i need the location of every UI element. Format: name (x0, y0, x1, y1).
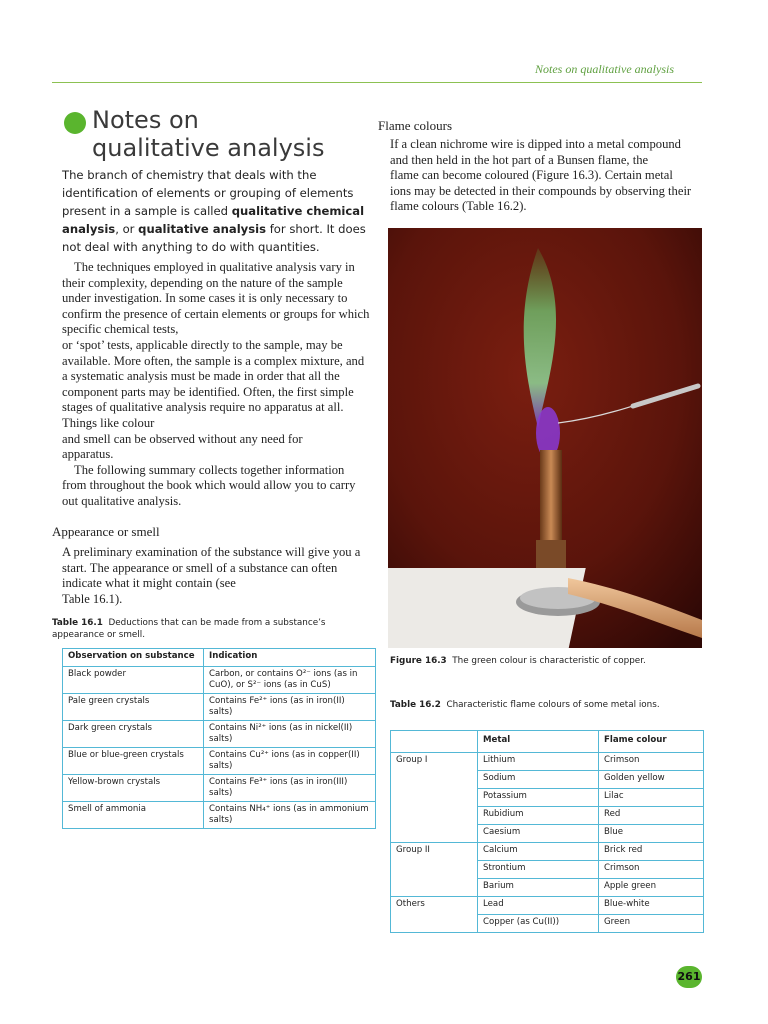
table-header-cell (391, 731, 478, 753)
table-cell: Contains Fe²⁺ ions (as in iron(II) salts) (204, 694, 376, 721)
table-cell: Lithium (478, 753, 599, 771)
flame-line: flame can become coloured (Figure 16.3). Certain metal (390, 168, 673, 183)
table-row (391, 843, 704, 861)
flame-paragraph (390, 137, 706, 215)
table1-caption-text: Deductions that can be made from a substance’s appearance or smell. (52, 618, 326, 640)
figure-label: Figure 16.3 (390, 656, 447, 666)
table-cell: Blue or blue-green crystals (63, 748, 204, 775)
table-cell: Apple green (599, 879, 704, 897)
table-cell: Potassium (478, 789, 599, 807)
table-cell: Barium (478, 879, 599, 897)
table2-label: Table 16.2 (390, 700, 441, 710)
intro-paragraph (62, 166, 374, 256)
title-line-2: qualitative analysis (92, 134, 325, 162)
para2-line: available. More often, the sample is a complex mixture, and (62, 353, 365, 368)
table-cell: Calcium (478, 843, 599, 861)
para2-line: stages of qualitative analysis require no apparatus at all. (62, 400, 344, 415)
para2-line: a systematic analysis must be made in order that all the (62, 369, 340, 384)
table-cell: Caesium (478, 825, 599, 843)
page-title (92, 106, 324, 162)
group-cell: Group I (391, 753, 478, 843)
table-row (391, 897, 704, 915)
para2-line: component parts may be identified. Often, the first simple (62, 384, 354, 399)
para3-line: indicate what it might contain (see (62, 576, 236, 591)
table-header-row (391, 731, 704, 753)
table-cell: Contains Ni²⁺ ions (as in nickel(II) salts) (204, 721, 376, 748)
table-cell: Crimson (599, 753, 704, 771)
para2-line: or ‘spot’ tests, applicable directly to the sample, may be (62, 337, 343, 352)
group-cell: Others (391, 897, 478, 933)
running-head: Notes on qualitative analysis (535, 62, 674, 76)
table-row (63, 667, 376, 694)
figure-caption-text: The green colour is characteristic of copper. (452, 656, 646, 666)
para2-line: Things like colour (62, 415, 155, 430)
table-header-cell: Metal (478, 731, 599, 753)
table-row (63, 775, 376, 802)
appearance-paragraph (62, 545, 372, 607)
para2b-line: out qualitative analysis. (62, 493, 182, 508)
table-cell: Sodium (478, 771, 599, 789)
table2-caption (390, 700, 710, 710)
table-cell: Green (599, 915, 704, 933)
group-cell: Group II (391, 843, 478, 897)
table-cell: Rubidium (478, 807, 599, 825)
table-cell: Yellow-brown crystals (63, 775, 204, 802)
table-cell: Contains Cu²⁺ ions (as in copper(II) salts) (204, 748, 376, 775)
para3-line: A preliminary examination of the substance will give you a (62, 545, 361, 559)
table-cell: Contains NH₄⁺ ions (as in ammonium salts) (204, 802, 376, 829)
para2-line: under investigation. In some cases it is only necessary to (62, 291, 348, 306)
flame-colour-table (390, 730, 704, 933)
table-header-cell: Observation on substance (63, 649, 204, 667)
para2-line: and smell can be observed without any need for (62, 431, 303, 446)
para3-line: Table 16.1). (62, 591, 123, 606)
table-cell: Black powder (63, 667, 204, 694)
intro-text-2: , or (115, 222, 139, 236)
page-number: 261 (676, 966, 702, 988)
figure-caption (390, 656, 710, 666)
table-row (63, 802, 376, 829)
table-cell: Contains Fe³⁺ ions (as in iron(III) salts) (204, 775, 376, 802)
table-cell: Golden yellow (599, 771, 704, 789)
para2b-line: from throughout the book which would allow you to carry (62, 478, 356, 493)
table1-caption (52, 617, 372, 641)
table-cell: Red (599, 807, 704, 825)
para3-line: start. The appearance or smell of a substance can often (62, 560, 338, 575)
table-cell: Smell of ammonia (63, 802, 204, 829)
table1-label: Table 16.1 (52, 618, 103, 628)
table-cell: Pale green crystals (63, 694, 204, 721)
techniques-paragraph (62, 260, 374, 510)
intro-text-1: The branch of chemistry that deals with the identification of elements or grouping of elements present in a sample is called (62, 168, 354, 218)
bunsen-flame-photo (388, 228, 702, 648)
table-cell: Lilac (599, 789, 704, 807)
table-cell: Carbon, or contains O²⁻ ions (as in CuO), or S²⁻ ions (as in CuS) (204, 667, 376, 694)
table-row (391, 753, 704, 771)
table-cell: Blue (599, 825, 704, 843)
green-bullet-icon (64, 112, 86, 134)
table2-caption-text: Characteristic flame colours of some metal ions. (446, 700, 660, 710)
para2b-line: The following summary collects together information (74, 462, 345, 477)
header-rule (52, 82, 702, 83)
table-cell: Lead (478, 897, 599, 915)
para2-line: their complexity, depending on the nature of the sample (62, 275, 343, 290)
para2-line: The techniques employed in qualitative analysis vary in (74, 260, 355, 274)
flame-line: and then held in the hot part of a Bunsen flame, the (390, 152, 649, 167)
intro-bold-2: qualitative analysis (138, 222, 267, 236)
table-header-cell: Flame colour (599, 731, 704, 753)
para2-line: apparatus. (62, 447, 114, 462)
table-row (63, 748, 376, 775)
para2-line: confirm the presence of certain elements or groups for which (62, 306, 370, 321)
intro-text-3: for short. It does not deal with anything to do with quantities. (62, 222, 366, 254)
table-cell: Blue-white (599, 897, 704, 915)
intro-bold-1: qualitative chemical analysis (62, 204, 365, 236)
table-cell: Copper (as Cu(II)) (478, 915, 599, 933)
table-header-cell: Indication (204, 649, 376, 667)
table-cell: Strontium (478, 861, 599, 879)
table-row (63, 721, 376, 748)
appearance-heading: Appearance or smell (52, 524, 160, 539)
flame-heading: Flame colours (378, 118, 453, 133)
table-row (63, 694, 376, 721)
table-cell: Brick red (599, 843, 704, 861)
para2-line: specific chemical tests, (62, 322, 179, 337)
flame-line: flame colours (Table 16.2). (390, 199, 527, 214)
flame-line: ions may be detected in their compounds by observing their (390, 183, 692, 198)
title-line-1: Notes on (92, 106, 199, 134)
bunsen-burner-illustration (388, 228, 702, 648)
table-header-row (63, 649, 376, 667)
flame-line: If a clean nichrome wire is dipped into a metal compound (390, 137, 681, 151)
appearance-table (62, 648, 376, 829)
table-cell: Crimson (599, 861, 704, 879)
table-cell: Dark green crystals (63, 721, 204, 748)
